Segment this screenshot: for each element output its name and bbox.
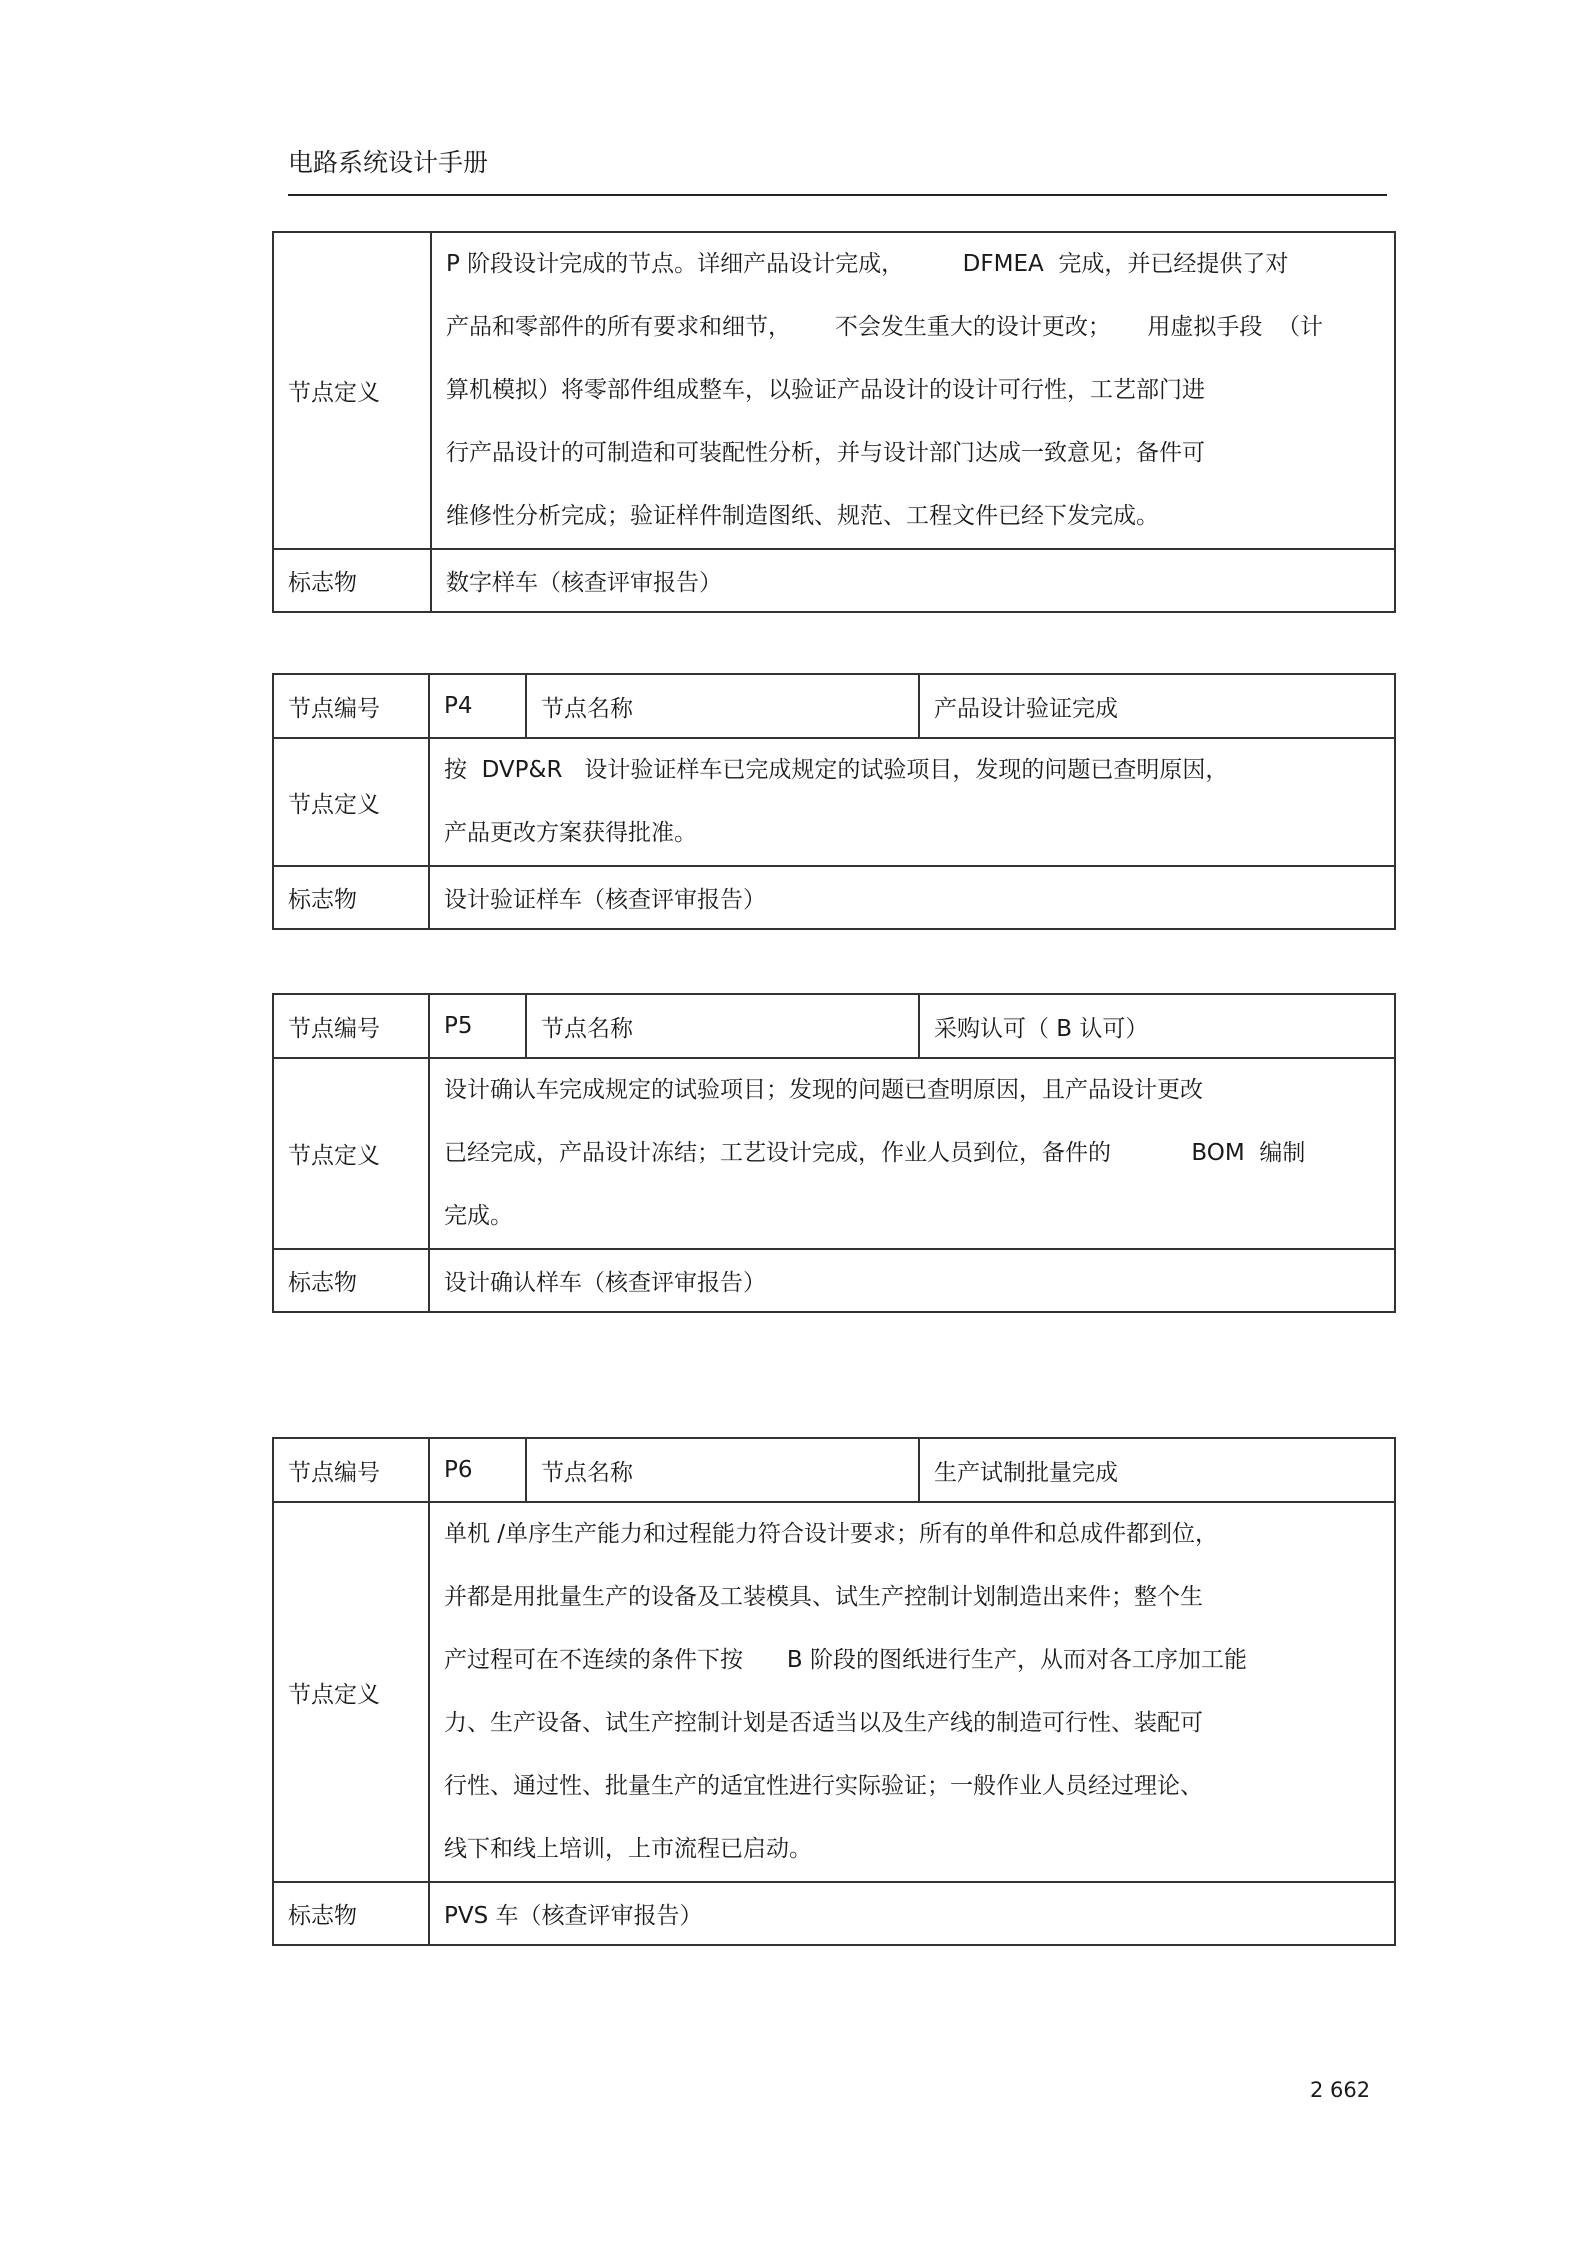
definition-line: 算机模拟）将零部件组成整车，以验证产品设计的设计可行性，工艺部门进 — [446, 377, 1205, 403]
definition-line: 已经完成，产品设计冻结；工艺设计完成，作业人员到位，备件的 BOM 编制 — [444, 1140, 1306, 1166]
node-table-p5 — [272, 993, 1396, 1313]
definition-label: 节点定义 — [273, 1058, 429, 1249]
marker-label: 标志物 — [273, 1882, 429, 1945]
node-name-value: 采购认可（ B 认可） — [919, 994, 1395, 1058]
marker-value: 数字样车（核查评审报告） — [431, 549, 1395, 612]
definition-line: 行产品设计的可制造和可装配性分析，并与设计部门达成一致意见；备件可 — [446, 440, 1205, 466]
header-rule — [288, 194, 1387, 196]
definition-text — [429, 1502, 1395, 1882]
node-name-label: 节点名称 — [526, 674, 919, 738]
marker-label: 标志物 — [273, 549, 431, 612]
definition-line: 产品更改方案获得批准。 — [444, 820, 697, 846]
document-title: 电路系统设计手册 — [288, 148, 489, 177]
definition-line: 产品和零部件的所有要求和细节， 不会发生重大的设计更改； 用虚拟手段 （计 — [446, 314, 1324, 340]
definition-text — [431, 232, 1395, 549]
node-table-p3 — [272, 231, 1396, 613]
marker-label: 标志物 — [273, 866, 429, 929]
definition-line: P 阶段设计完成的节点。详细产品设计完成， DFMEA 完成，并已经提供了对 — [446, 251, 1289, 277]
definition-line: 线下和线上培训，上市流程已启动。 — [444, 1836, 812, 1862]
page-number: 2 662 — [1310, 2078, 1371, 2102]
definition-text — [429, 1058, 1395, 1249]
definition-line: 完成。 — [444, 1203, 513, 1229]
node-name-label: 节点名称 — [526, 994, 919, 1058]
marker-value: PVS 车（核查评审报告） — [429, 1882, 1395, 1945]
marker-value: 设计验证样车（核查评审报告） — [429, 866, 1395, 929]
definition-label: 节点定义 — [273, 232, 431, 549]
node-number-value: P6 — [429, 1438, 526, 1502]
node-number-label: 节点编号 — [273, 1438, 429, 1502]
definition-line: 维修性分析完成；验证样件制造图纸、规范、工程文件已经下发完成。 — [446, 503, 1159, 529]
definition-line: 力、生产设备、试生产控制计划是否适当以及生产线的制造可行性、装配可 — [444, 1710, 1203, 1736]
definition-label: 节点定义 — [273, 1502, 429, 1882]
definition-line: 并都是用批量生产的设备及工装模具、试生产控制计划制造出来件；整个生 — [444, 1584, 1203, 1610]
definition-text — [429, 738, 1395, 866]
node-table-p4 — [272, 673, 1396, 930]
node-number-value: P4 — [429, 674, 526, 738]
node-name-value: 生产试制批量完成 — [919, 1438, 1395, 1502]
definition-label: 节点定义 — [273, 738, 429, 866]
definition-line: 单机 /单序生产能力和过程能力符合设计要求；所有的单件和总成件都到位， — [444, 1521, 1219, 1547]
definition-line: 按 DVP&R 设计验证样车已完成规定的试验项目，发现的问题已查明原因， — [444, 757, 1229, 783]
node-table-p6 — [272, 1437, 1396, 1946]
node-number-label: 节点编号 — [273, 674, 429, 738]
definition-line: 产过程可在不连续的条件下按 B 阶段的图纸进行生产，从而对各工序加工能 — [444, 1647, 1247, 1673]
marker-label: 标志物 — [273, 1249, 429, 1312]
marker-value: 设计确认样车（核查评审报告） — [429, 1249, 1395, 1312]
node-number-label: 节点编号 — [273, 994, 429, 1058]
node-name-value: 产品设计验证完成 — [919, 674, 1395, 738]
definition-line: 设计确认车完成规定的试验项目；发现的问题已查明原因，且产品设计更改 — [444, 1077, 1203, 1103]
definition-line: 行性、通过性、批量生产的适宜性进行实际验证；一般作业人员经过理论、 — [444, 1773, 1203, 1799]
node-name-label: 节点名称 — [526, 1438, 919, 1502]
node-number-value: P5 — [429, 994, 526, 1058]
